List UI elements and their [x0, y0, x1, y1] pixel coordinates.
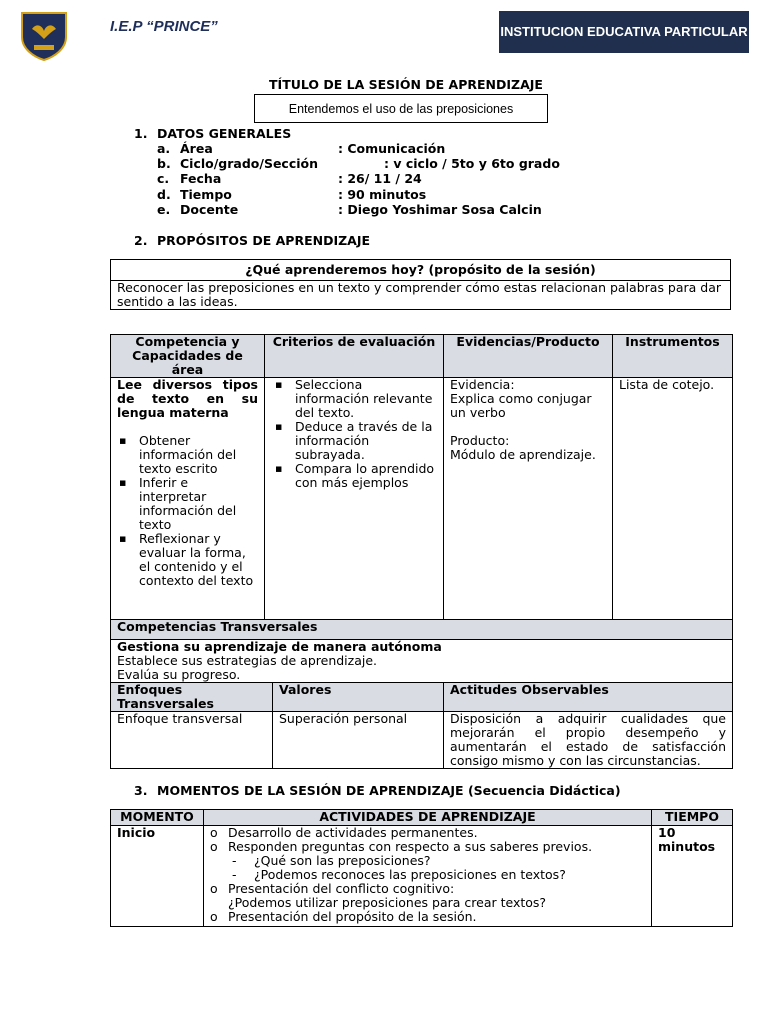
school-crest-icon	[18, 9, 70, 61]
general-row-letter: c.	[157, 171, 170, 186]
moment-time: 10 minutos	[652, 826, 733, 927]
general-heading: DATOS GENERALES	[157, 126, 292, 141]
approach: Enfoque transversal	[111, 712, 273, 769]
moments-table	[110, 809, 733, 927]
capacities-list	[117, 434, 258, 588]
table-header: Instrumentos	[613, 335, 733, 378]
list-item	[210, 826, 645, 840]
table-header: Criterios de evaluación	[265, 335, 444, 378]
list-item: ▪ Selecciona información relevante del texto.	[295, 378, 437, 420]
general-row-label: Fecha	[180, 171, 222, 186]
general-row-value: : 26/ 11 / 24	[338, 171, 422, 186]
general-row-value: : 90 minutos	[338, 187, 427, 202]
list-item: ▪ Reflexionar y evaluar la forma, el contenido y el contexto del texto	[139, 532, 258, 588]
general-heading-num: 1.	[134, 126, 148, 141]
list-item	[210, 910, 645, 924]
transversal-line: Evalúa su progreso.	[117, 667, 241, 682]
purpose-table	[110, 259, 731, 310]
institution-label: INSTITUCION EDUCATIVA PARTICULAR	[499, 11, 749, 53]
general-row-letter: a.	[157, 141, 171, 156]
evidence-label: Evidencia:	[450, 377, 515, 392]
general-row-value: : Comunicación	[338, 141, 446, 156]
attitude: Disposición a adquirir cualidades que mejorarán el propio desempeño y aumentarán el estado de satisfacción consigo mismo y con las circunstancias.	[444, 712, 733, 769]
list-item	[210, 854, 645, 868]
activity-text: ¿Qué son las preposiciones?	[254, 853, 431, 868]
activity-text: Presentación del propósito de la sesión.	[228, 909, 477, 924]
activity-text: Responden preguntas con respecto a sus saberes previos.	[228, 839, 593, 854]
general-row-value: : v ciclo / 5to y 6to grado	[384, 156, 560, 171]
list-marker: o	[210, 909, 218, 924]
general-row-label: Tiempo	[180, 187, 232, 202]
instrument: Lista de cotejo.	[613, 378, 733, 620]
activity-text: ¿Podemos reconoces las preposiciones en textos?	[254, 867, 566, 882]
list-item	[210, 868, 645, 882]
general-row-label: Docente	[180, 202, 239, 217]
table-header: Enfoques Transversales	[111, 683, 273, 712]
list-item	[210, 896, 645, 910]
school-name: I.E.P “PRINCE”	[110, 18, 218, 35]
criteria-list	[271, 378, 437, 490]
general-row-letter: b.	[157, 156, 171, 171]
list-item: ▪ Compara lo aprendido con más ejemplos	[295, 462, 437, 490]
activity-text: ¿Podemos utilizar preposiciones para crear textos?	[228, 895, 547, 910]
general-row-label: Área	[180, 141, 213, 156]
purpose-answer: Reconocer las preposiciones en un texto y comprender cómo estas relacionan palabras para dar sentido a las ideas.	[111, 281, 731, 310]
value: Superación personal	[273, 712, 444, 769]
moments-heading-num: 3.	[134, 783, 148, 798]
evidence-text: Explica como conjugar un verbo	[450, 391, 592, 420]
product-label: Producto:	[450, 433, 510, 448]
table-header: Valores	[273, 683, 444, 712]
list-marker: o	[210, 839, 218, 854]
purpose-question: ¿Qué aprenderemos hoy? (propósito de la sesión)	[111, 260, 731, 281]
product-text: Módulo de aprendizaje.	[450, 447, 596, 462]
moments-heading: MOMENTOS DE LA SESIÓN DE APRENDIZAJE (Secuencia Didáctica)	[157, 783, 621, 798]
list-item: ▪ Inferir e interpretar información del texto	[139, 476, 258, 532]
session-title-heading: TÍTULO DE LA SESIÓN DE APRENDIZAJE	[269, 77, 543, 92]
table-header: Evidencias/Producto	[444, 335, 613, 378]
approach-table	[110, 682, 733, 769]
general-row-letter: d.	[157, 187, 171, 202]
activity-text: Presentación del conflicto cognitivo:	[228, 881, 455, 896]
list-item: ▪ Deduce a través de la información subrayada.	[295, 420, 437, 462]
list-marker: -	[232, 853, 237, 868]
table-header: MOMENTO	[111, 810, 204, 826]
table-header: Actitudes Observables	[444, 683, 733, 712]
transversal-title: Gestiona su aprendizaje de manera autónoma	[117, 639, 442, 654]
transversal-header: Competencias Transversales	[111, 620, 733, 640]
activity-text: Desarrollo de actividades permanentes.	[228, 825, 478, 840]
table-header: Competencia y Capacidades de área	[111, 335, 265, 378]
session-title-box: Entendemos el uso de las preposiciones	[254, 94, 548, 123]
purposes-heading-num: 2.	[134, 233, 148, 248]
competence-name: Lee diversos tipos de texto en su lengua materna	[117, 377, 258, 420]
table-header: ACTIVIDADES DE APRENDIZAJE	[204, 810, 652, 826]
list-item	[210, 840, 645, 854]
list-item	[210, 882, 645, 896]
list-item: ▪ Obtener información del texto escrito	[139, 434, 258, 476]
competence-table	[110, 334, 733, 683]
list-marker: o	[210, 881, 218, 896]
moment-name: Inicio	[111, 826, 204, 927]
table-header: TIEMPO	[652, 810, 733, 826]
list-marker: -	[232, 867, 237, 882]
general-row-letter: e.	[157, 202, 171, 217]
general-row-value: : Diego Yoshimar Sosa Calcin	[338, 202, 542, 217]
general-row-label: Ciclo/grado/Sección	[180, 156, 319, 171]
list-marker: o	[210, 825, 218, 840]
transversal-line: Establece sus estrategias de aprendizaje.	[117, 653, 378, 668]
purposes-heading: PROPÓSITOS DE APRENDIZAJE	[157, 233, 371, 248]
